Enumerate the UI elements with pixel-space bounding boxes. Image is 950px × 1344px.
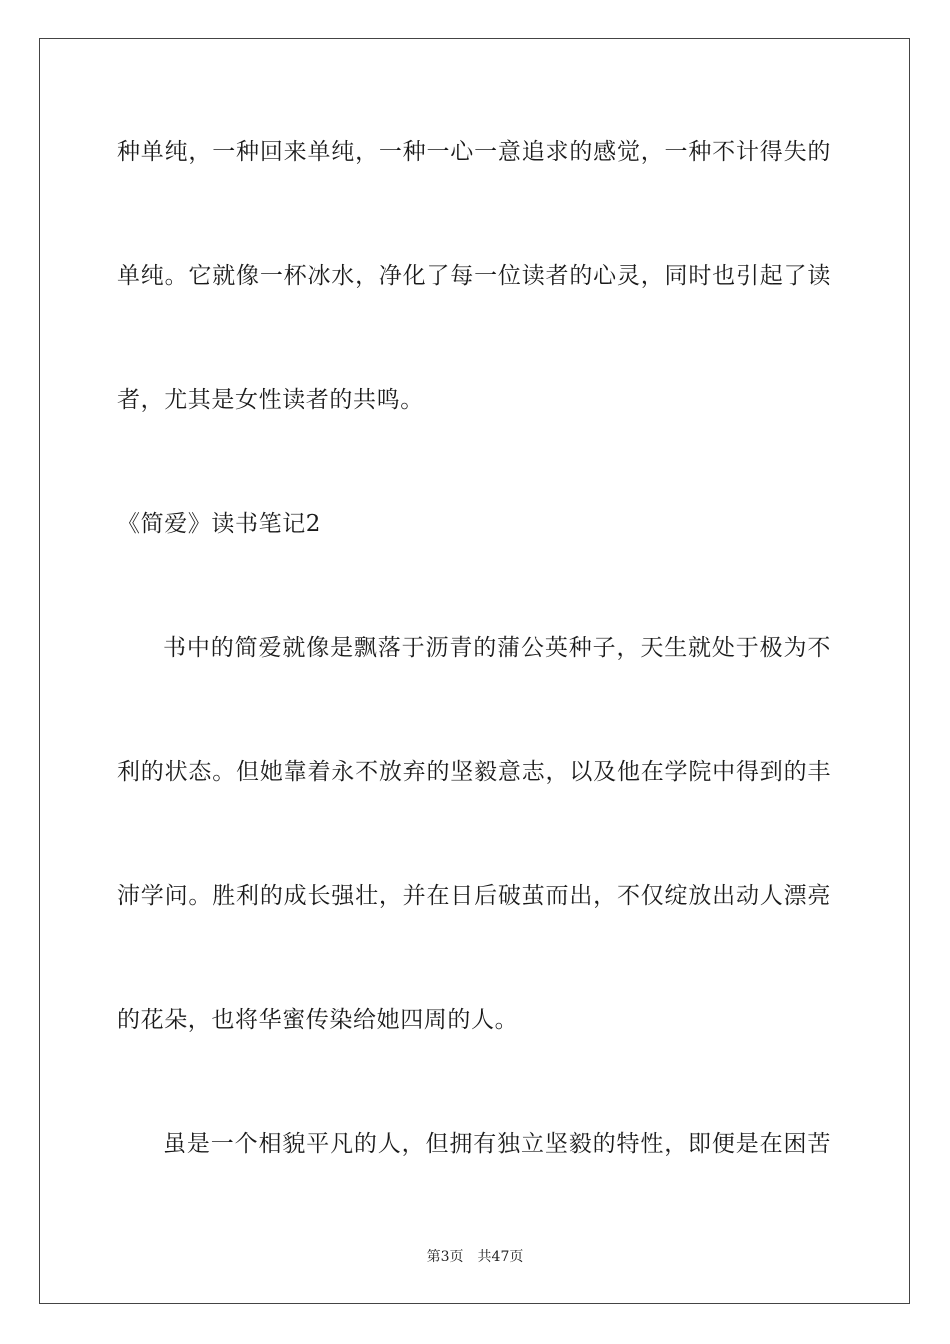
paragraph-line: 沛学问。胜利的成长强壮，并在日后破茧而出，不仅绽放出动人漂亮 <box>117 883 831 909</box>
paragraph-line: 单纯。它就像一杯冰水，净化了每一位读者的心灵，同时也引起了读 <box>117 263 831 289</box>
section-heading: 《简爱》读书笔记2 <box>117 511 322 537</box>
paragraph-line: 虽是一个相貌平凡的人，但拥有独立坚毅的特性，即便是在困苦 <box>163 1131 831 1157</box>
paragraph-line: 的花朵，也将华蜜传染给她四周的人。 <box>117 1007 519 1033</box>
paragraph-line: 者，尤其是女性读者的共鸣。 <box>117 387 424 413</box>
paragraph-line: 种单纯，一种回来单纯，一种一心一意追求的感觉，一种不计得失的 <box>117 139 831 165</box>
paragraph-line: 书中的简爱就像是飘落于沥青的蒲公英种子，天生就处于极为不 <box>163 635 831 661</box>
paragraph-line: 利的状态。但她靠着永不放弃的坚毅意志，以及他在学院中得到的丰 <box>117 759 831 785</box>
page-number: 第3页 <box>426 1249 464 1265</box>
page-total: 共47页 <box>477 1249 524 1265</box>
page-footer <box>0 1248 950 1266</box>
page-border <box>39 38 910 1304</box>
